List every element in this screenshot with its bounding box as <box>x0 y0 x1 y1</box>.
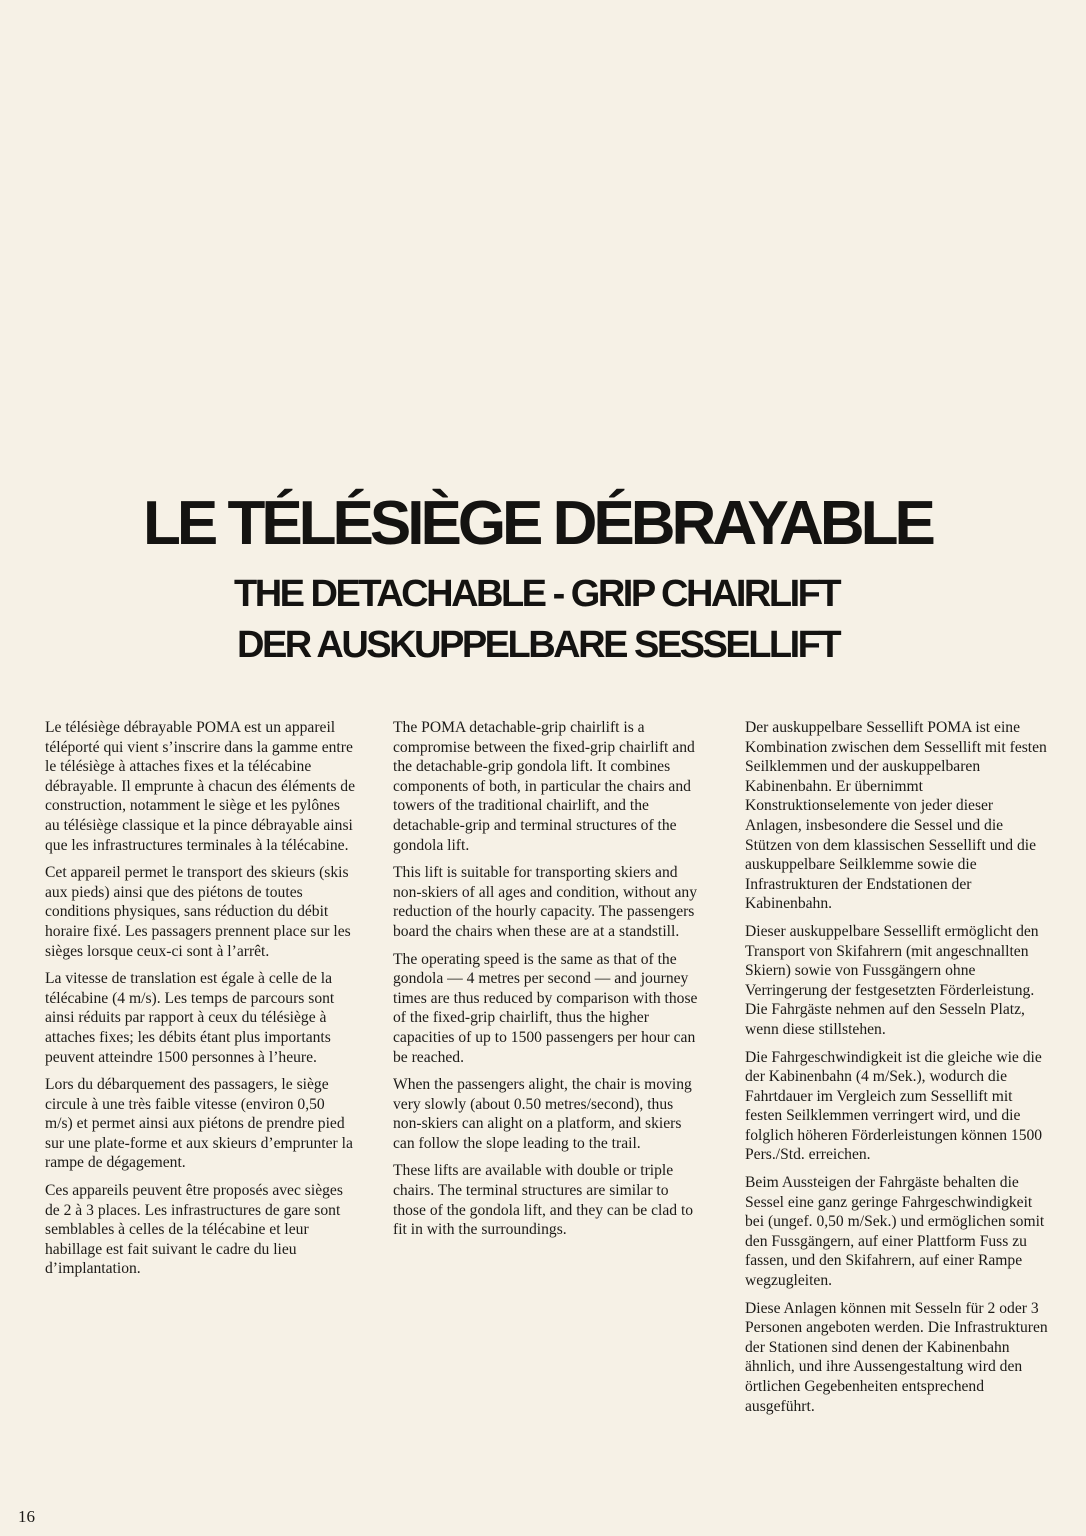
french-paragraph: Lors du débarquement des passagers, le siège circule à une très faible vitesse (environ 0,50 m/s) et permet ainsi aux piétons de prendre pied sur une plate-forme et aux skieurs d’emprunter la rampe de dégagement. <box>45 1076 353 1172</box>
german-paragraph: Diese Anlagen können mit Sesseln für 2 oder 3 Personen angeboten werden. Die Infrastrukturen der Stationen sind denen der Kabinenbahn ähnlich, und ihre Aussengestaltung wird den örtlichen Gegebenheiten entsprechend ausgeführt. <box>745 1299 1048 1415</box>
french-paragraph: Cet appareil permet le transport des skieurs (skis aux pieds) ainsi que des piétons de toutes conditions physiques, sans réduction du débit horaire fixé. Les passagers prennent place sur les sièges lorsque ceux-ci sont à l’arrêt. <box>45 864 351 960</box>
english-subtitle: THE DETACHABLE - GRIP CHAIRLIFT <box>234 573 840 615</box>
english-paragraph: These lifts are available with double or triple chairs. The terminal structures are similar to those of the gondola lift, and they can be clad to fit in with the surroundings. <box>393 1162 694 1239</box>
english-paragraph: The operating speed is the same as that of the gondola — 4 metres per second — and journey times are thus reduced by comparison with those of the fixed-grip chairlift, thus the higher capacities of up to 1500 passengers per hour can be reached. <box>393 950 698 1066</box>
french-paragraph: Le télésiège débrayable POMA est un appareil téléporté qui vient s’inscrire dans la gamme entre le télésiège à attaches fixes et la télécabine débrayable. Il emprunte à chacun des éléments de construction, notamment le siège et les pylônes au télésiège classique et la pince débrayable ainsi que les infrastructures terminales à la télécabine. <box>45 719 356 854</box>
page-title: LE TÉLÉSIÈGE DÉBRAYABLE <box>143 489 932 558</box>
german-paragraph: Die Fahrgeschwindigkeit ist die gleiche wie die der Kabinenbahn (4 m/Sek.), wodurch die Fahrtdauer im Vergleich zum Sessellift mit festen Seilklemmen verringert wird, und die folglich höheren Förderleistungen können 1500 Pers./Std. erreichen. <box>745 1048 1043 1164</box>
french-paragraph: La vitesse de translation est égale à celle de la télécabine (4 m/s). Les temps de parcours sont ainsi réduits par rapport à ceux du télésiège à attaches fixes; les débits étant plus importants peuvent atteindre 1500 personnes à l’heure. <box>45 970 335 1066</box>
english-paragraph: The POMA detachable-grip chairlift is a compromise between the fixed-grip chairlift and the detachable-grip gondola lift. It combines components of both, in particular the chairs and towers of the traditional chairlift, and the detachable-grip and terminal structures of the gondola lift. <box>393 719 695 854</box>
german-paragraph: Der auskuppelbare Sessellift POMA ist eine Kombination zwischen dem Sessellift mit festen Seilklemmen und der auskuppelbaren Kabinenbahn. Er übernimmt Konstruktionselemente von jeder dieser Anlagen, insbesondere die Sessel und die Stützen von dem klassischen Sessellift und die auskuppelbare Seilklemme sowie die Infrastrukturen der Endstationen der Kabinenbahn. <box>745 719 1047 913</box>
german-column <box>745 718 1050 1424</box>
french-column <box>45 718 355 1287</box>
english-paragraph: When the passengers alight, the chair is moving very slowly (about 0.50 metres/second), thus non-skiers can alight on a platform, and skiers can follow the slope leading to the trail. <box>393 1076 692 1152</box>
german-paragraph: Dieser auskuppelbare Sessellift ermöglicht den Transport von Skifahrern (mit angeschnallten Skiern) sowie von Fussgängern ohne Verringerung der festgesetzten Förderleistung. Die Fahrgäste nehmen auf den Sesseln Platz, wenn diese stillstehen. <box>745 922 1039 1038</box>
page-number: 16 <box>18 1507 35 1526</box>
french-paragraph: Ces appareils peuvent être proposés avec sièges de 2 à 3 places. Les infrastructures de gare sont semblables à celles de la télécabine et leur habillage est fait suivant le cadre du lieu d’implantation. <box>45 1182 343 1278</box>
english-column <box>393 718 703 1248</box>
german-paragraph: Beim Aussteigen der Fahrgäste behalten die Sessel eine ganz geringe Fahrgeschwindigkeit bei (ungef. 0,50 m/Sek.) und ermöglichen somit den Fussgängern, auf einer Plattform Fuss zu fassen, und den Skifahrern, auf einer Rampe wegzugleiten. <box>745 1174 1045 1290</box>
english-paragraph: This lift is suitable for transporting skiers and non-skiers of all ages and condition, without any reduction of the hourly capacity. The passengers board the chairs when these are at a standstill. <box>393 864 698 940</box>
german-subtitle: DER AUSKUPPELBARE SESSELLIFT <box>237 624 840 666</box>
